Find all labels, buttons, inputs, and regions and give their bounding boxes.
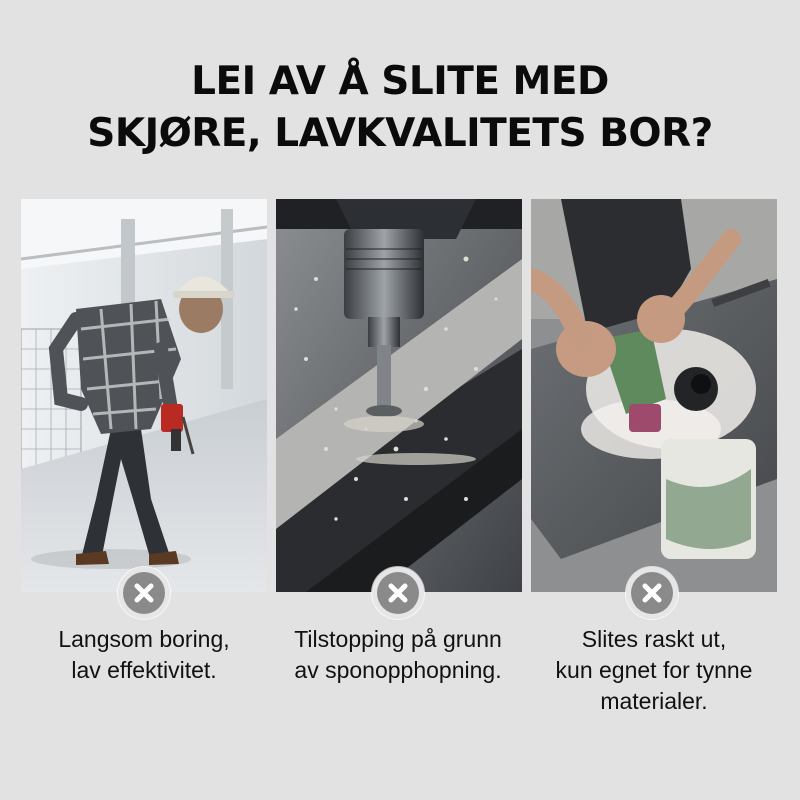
caption-line: materialer. <box>600 688 708 714</box>
drill-bit-metal-chips-photo <box>276 199 522 592</box>
caption-line: Slites raskt ut, <box>581 626 727 652</box>
cross-icon <box>626 567 678 619</box>
worker-with-back-pain-photo <box>21 199 267 592</box>
headline <box>0 56 800 160</box>
cross-icon <box>118 567 170 619</box>
caption-line: kun egnet for tynne <box>555 657 753 683</box>
caption-clogging <box>262 624 534 686</box>
headline-line-1: LEI AV Å SLITE MED <box>191 59 609 104</box>
headline-line-2: SKJØRE, LAVKVALITETS BOR? <box>87 111 713 156</box>
cross-icon <box>372 567 424 619</box>
caption-line: Tilstopping på grunn <box>294 626 502 652</box>
drilling-tile-hole-saw-photo <box>531 199 777 592</box>
caption-line: av sponopphopning. <box>294 657 502 683</box>
caption-line: lav effektivitet. <box>71 657 217 683</box>
caption-slow-drilling <box>8 624 280 686</box>
caption-wears-quickly <box>518 624 790 717</box>
caption-line: Langsom boring, <box>58 626 230 652</box>
